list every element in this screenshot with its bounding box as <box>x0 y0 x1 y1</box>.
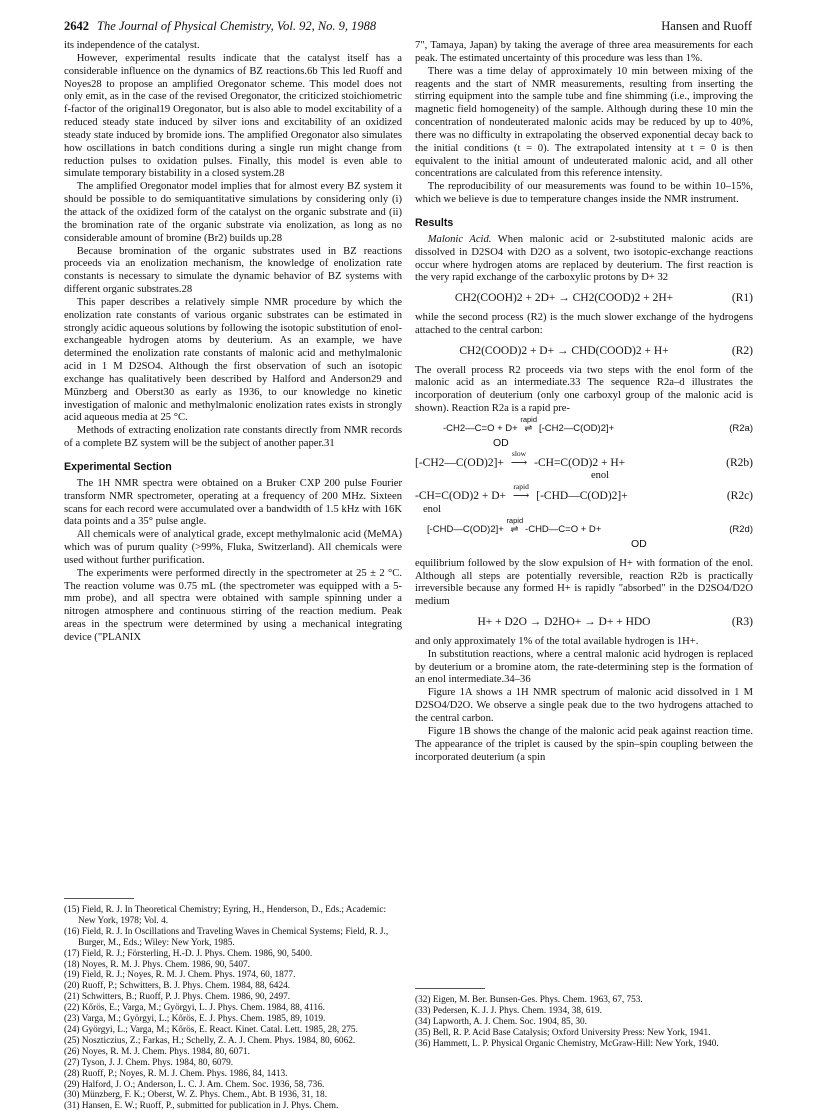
equation-left: [-CH2—C(OD)2]+ <box>415 456 504 469</box>
reference-item: (33) Pedersen, K. J. J. Phys. Chem. 1934, 38, 619. <box>415 1005 602 1016</box>
equation-body: CH2(COOH)2 + 2D+ → CH2(COOD)2 + 2H+ <box>454 292 674 305</box>
paragraph: All chemicals were of analytical grade, except methylmalonic acid (MeMA) which was of purum quality (>99%, Fluka, Switzerland). All chemicals were used without further purification. <box>64 529 402 566</box>
runin-heading: Malonic Acid. <box>427 233 492 245</box>
paragraph: In substitution reactions, where a central malonic acid hydrogen is replaced by deuterium or a bromine atom, the rate-determining step is the formation of an enol intermediate.34–36 <box>415 648 753 686</box>
equation-right: -CHD—C=O + D+ <box>525 524 602 535</box>
journal-citation: The Journal of Physical Chemistry, Vol. 92, No. 9, 1988 <box>97 19 377 33</box>
right-column <box>415 40 753 764</box>
arrow-glyph: ⟶ <box>512 490 530 503</box>
equation-body: H+ + D2O → D2HO+ → D+ + HDO <box>477 616 651 629</box>
equation-number: (R2a) <box>729 422 753 434</box>
paragraph <box>415 234 753 285</box>
reaction-arrow <box>509 482 534 503</box>
reaction-arrow <box>507 448 532 470</box>
paragraph: 7", Tamaya, Japan) by taking the average of three area measurements for each peak. The estimated uncertainty of this procedure was less than 1%. <box>415 40 753 64</box>
reference-item: (20) Ruoff, P.; Schwitters, B. J. Phys. Chem. 1984, 88, 6424. <box>64 981 291 992</box>
footnote-rule-left <box>64 898 134 899</box>
reaction-arrow <box>506 516 524 537</box>
arrow-label: rapid <box>513 482 529 492</box>
reference-item: (30) Münzberg, F. K.; Oberst, W. Z. Phys. Chem., Abt. B 1936, 31, 18. <box>64 1090 328 1101</box>
paragraph: This paper describes a relatively simple NMR procedure by which the enolization rate constants of various organic substrates can be estimated in strongly acidic aqueous solutions by following the isotopic substitution of enol-exchangeable hydrogen atoms by deuterium. As an example, we have determined the enolization rate constants of malonic acid and methylmalonic acid in 1 M D2SO4. Although the first observation of such an isotopic exchange has qualitatively been described by Halford and Anderson29 and Münzberg and Oberst30 as early as 1936, to our knowledge no kinetic investigation of malonic and methylmalonic enolization rates exists in strongly acid aqueous media at 25 °C. <box>64 296 402 424</box>
paragraph: The 1H NMR spectra were obtained on a Bruker CXP 200 pulse Fourier transform NMR spectrometer, operating at a frequency of 200 MHz. Sixteen scans for each record were accumulated over a bandwidth of 1.5 kHz with 16K data points and a 35° pulse angle. <box>64 477 402 528</box>
equation-left: -CH2—C=O + D+ <box>443 422 518 434</box>
paragraph: The amplified Oregonator model implies that for almost every BZ system it should be possible to do semiquantitative simulations by considering only (i) the attack of the oxidized form of the catalyst on the organic substrate and (ii) the bromination rate of the organic substrate via enolization, as long as no considerable amount of bromine (Br2) builds up.28 <box>64 181 402 244</box>
section-heading-results: Results <box>415 216 454 229</box>
equation-r2a <box>415 414 753 450</box>
paragraph: Figure 1A shows a 1H NMR spectrum of malonic acid dissolved in 1 M D2SO4/D2O. We observe a single peak due to the two hydrogens attached to the central carbon. <box>415 687 753 724</box>
paragraph: equilibrium followed by the slow expulsion of H+ with formation of the enol. Although all steps are potentially reversible, reaction R2b is practically irreversible because any formed H+ is rapidly "absorbed" in the D2SO4/D2O medium <box>415 557 753 608</box>
equation-r2b <box>415 448 753 484</box>
reference-item: (17) Field, R. J.; Försterling, H.-D. J. Phys. Chem. 1986, 90, 5400. <box>64 948 313 959</box>
equation-under-label: enol <box>423 504 442 516</box>
equation-right: [-CH2—C(OD)2]+ <box>538 422 615 434</box>
reference-item: (31) Hansen, E. W.; Ruoff, P., submitted for publication in J. Phys. Chem. <box>64 1101 339 1112</box>
paragraph: Figure 1B shows the change of the malonic acid peak against reaction time. The appearance of the triplet is caused by the spin–spin coupling between the incorporated deuterium (a spin <box>415 725 753 763</box>
paragraph: and only approximately 1% of the total available hydrogen is 1H+. <box>415 635 699 647</box>
paragraph: The overall process R2 proceeds via two steps with the enol form of the malonic acid as an intermediate.33 The sequence R2a–d illustrates the incorporation of deuterium (only one carboxyl group of the malonic acid is shown). Reaction R2a is a rapid pre- <box>415 364 753 415</box>
references-left <box>64 905 402 1112</box>
reference-item: (26) Noyes, R. M. J. Chem. Phys. 1984, 80, 6071. <box>64 1046 250 1057</box>
reference-item: (29) Halford, J. O.; Anderson, L. C. J. Am. Chem. Soc. 1936, 58, 736. <box>64 1079 325 1090</box>
reference-item: (35) Bell, R. P. Acid Base Catalysis; Oxford University Press: New York, 1941. <box>415 1027 711 1038</box>
equation-r2 <box>415 345 753 358</box>
paragraph: its independence of the catalyst. <box>64 40 200 51</box>
arrow-label: slow <box>511 448 527 458</box>
equation-r3 <box>415 616 753 629</box>
paragraph: There was a time delay of approximately 10 min between mixing of the reagents and the start of NMR measurements, resulting from inserting the stirring equipment into the sample tube and fine shimming (i.e., improving the magnetic field homogeneity) of the sample. Although during these 10 min the concentration of nondeuterated malonic acids may be reduced by up to 40%, there was no difficulty in extrapolating the observed exponential decay back to the initial conditions (t = 0). The extrapolated intensity at t = 0 is then equivalent to the initial amount of undeuterated malonic acid, and all other concentrations are calculated from this reference intensity. <box>415 65 753 180</box>
reaction-arrow <box>520 414 538 436</box>
equation-number: (R2d) <box>729 524 753 535</box>
header-left <box>64 18 376 34</box>
equation-right: [-CHD—C(OD)2]+ <box>536 490 628 503</box>
running-header <box>64 18 752 34</box>
equation-number: (R2c) <box>726 490 753 503</box>
reference-item: (27) Tyson, J. J. Chem. Phys. 1984, 80, 6079. <box>64 1057 234 1068</box>
footnote-rule-right <box>415 988 485 989</box>
paragraph: Methods of extracting enolization rate constants directly from NMR records of a complete BZ system will be the subject of another paper.31 <box>64 425 402 450</box>
arrow-glyph: ⇌ <box>524 422 533 434</box>
equation-r2d <box>415 516 753 551</box>
equation-body: CH2(COOD)2 + D+ → CHD(COOD)2 + H+ <box>459 344 669 357</box>
reference-item: (21) Schwitters, B.; Ruoff, P. J. Phys. Chem. 1986, 90, 2497. <box>64 992 291 1003</box>
header-authors: Hansen and Ruoff <box>661 19 752 33</box>
reference-item: (22) Kőrös, E.; Varga, M.; Györgyi, L. J. Phys. Chem. 1984, 88, 4116. <box>64 1003 325 1014</box>
equation-number: (R1) <box>731 292 753 305</box>
paragraph: Because bromination of the organic substrates used in BZ reactions proceeds via an enolization mechanism, the knowledge of enolization rate constants is necessary to simulate the dynamic behavior of BZ systems with different organic substrates.28 <box>64 245 402 296</box>
equation-r1 <box>415 292 753 305</box>
reference-item: (28) Ruoff, P.; Noyes, R. M. J. Chem. Phys. 1986, 84, 1413. <box>64 1068 288 1079</box>
paragraph: However, experimental results indicate that the catalyst itself has a considerable influence on the dynamics of BZ reactions.6b This led Ruoff and Noyes28 to propose an amplified Oregonator scheme. This model does not only emit, as in the case of the revised Oregonator, the criticized stoichiometric f-factor of the original19 Oregonator, but is also able to model excitability of a reduced steady state induced by silver ions and excitability of an oxidized steady state induced by bromide ions. The amplified Oregonator also simulates how oscillations in batch conditions during a single run might change from reduction pulses to oxidation pulses. Finally, this model is even able to simulate temporary bistability in a closed system.28 <box>64 52 402 180</box>
page-number: 2642 <box>64 19 89 33</box>
equation-number: (R2b) <box>726 456 753 469</box>
arrow-label: rapid <box>520 414 538 424</box>
arrow-glyph: ⟶ <box>510 456 528 469</box>
equation-left: [-CHD—C(OD)2]+ <box>427 524 504 535</box>
reference-item: (34) Lapworth, A. J. Chem. Soc. 1904, 85, 30. <box>415 1016 587 1027</box>
paragraph-text: When malonic acid or 2-substituted malonic acids are dissolved in D2SO4 with D2O as a solvent, two isotopic-exchange reactions occur where hydrogen atoms are replaced by deuterium. The first reaction is the very rapid exchange of the carboxylic protons by D+ 32 <box>415 233 753 284</box>
left-column <box>64 40 402 645</box>
reference-item: (15) Field, R. J. In Theoretical Chemistry; Eyring, H., Henderson, D., Eds.; Academic: New York, 1978; Vol. 4. <box>64 905 387 926</box>
arrow-glyph: ⇌ <box>510 524 519 535</box>
arrow-label: rapid <box>506 516 524 525</box>
equation-under-label: enol <box>591 470 610 482</box>
equation-number: (R2) <box>731 344 753 357</box>
references-right <box>415 995 753 1050</box>
reference-item: (25) Noszticzius, Z.; Farkas, H.; Schelly, Z. A. J. Chem. Phys. 1984, 80, 6062. <box>64 1035 356 1046</box>
equation-right: -CH=C(OD)2 + H+ <box>534 456 626 469</box>
equation-under-label: OD <box>631 537 647 550</box>
equation-left: -CH=C(OD)2 + D+ <box>415 490 507 503</box>
paragraph: The reproducibility of our measurements was found to be within 10–15%, which we believe is due to temperature changes inside the NMR instrument. <box>415 181 753 206</box>
reference-item: (32) Eigen, M. Ber. Bunsen-Ges. Phys. Chem. 1963, 67, 753. <box>415 995 643 1005</box>
reference-item: (18) Noyes, R. M. J. Phys. Chem. 1986, 90, 5407. <box>64 959 250 970</box>
section-heading-experimental: Experimental Section <box>64 461 172 473</box>
reference-item: (23) Varga, M.; Györgyi, L.; Kőrös, E. J. Phys. Chem. 1985, 89, 1019. <box>64 1014 326 1025</box>
reference-item: (24) Györgyi, L.; Varga, M.; Kőrös, E. React. Kinet. Catal. Lett. 1985, 28, 275. <box>64 1024 358 1035</box>
equation-under-label: OD <box>493 436 509 449</box>
reference-item: (19) Field, R. J.; Noyes, R. M. J. Chem. Phys. 1974, 60, 1877. <box>64 970 296 981</box>
paragraph: while the second process (R2) is the much slower exchange of the hydrogens attached to the central carbon: <box>415 312 753 336</box>
paragraph: The experiments were performed directly in the spectrometer at 25 ± 2 °C. The reaction volume was 0.75 mL (the spectrometer was equipped with a 5-mm probe), and all spectra were obtained with sample spinning under a nitrogen atmosphere and continuous stirring of the reaction medium. Peak areas in the spectrum were determined by using a mechanical integrating device ("PLANIX <box>64 567 402 643</box>
equation-r2c <box>415 482 753 517</box>
reference-item: (16) Field, R. J. In Oscillations and Traveling Waves in Chemical Systems; Field, R. J., Burger, M., Eds.; Wiley: New York, 1985. <box>64 926 389 948</box>
equation-number: (R3) <box>731 616 753 629</box>
reference-item: (36) Hammett, L. P. Physical Organic Chemistry, McGraw-Hill: New York, 1940. <box>415 1038 719 1049</box>
